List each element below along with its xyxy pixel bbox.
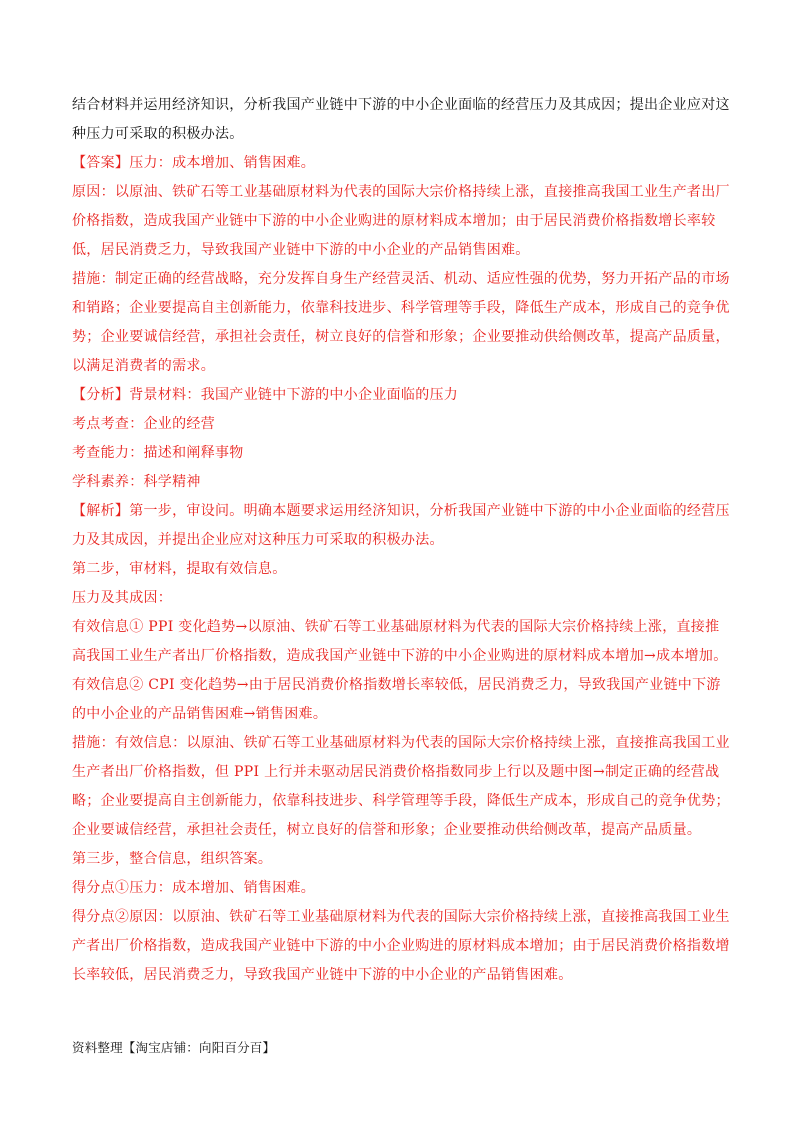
explanation-step3: 第三步，整合信息，组织答案。: [72, 851, 273, 867]
analysis-tag: 【分析】: [72, 387, 130, 403]
analysis-ability: 考查能力：描述和阐释事物: [72, 445, 244, 461]
explanation-score2: 得分点②原因：以原油、铁矿石等工业基础原材料为代表的国际大宗价格持续上涨，直接推高我国工业生产者出厂价格指数，造成我国产业链中下游的中小企业购进的原材料成本增加；由于居民消费价格指数增长率较低，居民消费乏力，导致我国产业链中下游的中小企业的产品销售困难。: [72, 909, 730, 983]
analysis-topic: 考点考查：企业的经营: [72, 416, 215, 432]
explanation-info2: 有效信息② CPI 变化趋势→由于居民消费价格指数增长率较低，居民消费乏力，导致我国产业链中下游的中小企业的产品销售困难→销售困难。: [72, 677, 721, 722]
explanation-step2: 第二步，审材料，提取有效信息。: [72, 561, 287, 577]
explanation-step1: 【解析】第一步，审设问。明确本题要求运用经济知识，分析我国产业链中下游的中小企业面临的经营压力及其成因，并提出企业应对这种压力可采取的积极办法。: [72, 503, 730, 548]
question-text: 结合材料并运用经济知识，分析我国产业链中下游的中小企业面临的经营压力及其成因；提出企业应对这种压力可采取的积极办法。: [72, 97, 730, 142]
explanation-tag: 【解析】: [72, 503, 130, 519]
analysis-literacy: 学科素养：科学精神: [72, 474, 201, 490]
footer-note: 资料整理【淘宝店铺：向阳百分百】: [72, 1040, 276, 1055]
answer-measures: 措施：制定正确的经营战略，充分发挥自身生产经营灵活、机动、适应性强的优势，努力开拓产品的市场和销路；企业要提高自主创新能力，依靠科技进步、科学管理等手段，降低生产成本，形成自己的竞争优势；企业要诚信经营，承担社会责任，树立良好的信誉和形象；企业要推动供给侧改革，提高产品质量，以满足消费者的需求。: [72, 271, 730, 374]
explanation-measures: 措施：有效信息：以原油、铁矿石等工业基础原材料为代表的国际大宗价格持续上涨，直接推高我国工业生产者出厂价格指数，但 PPI 上行并未驱动居民消费价格指数同步上行以及题中图→制定正确的经营战略；企业要提高自主创新能力，依靠科技进步、科学管理等手段，降低生产成本，形成自己的竞争优势；企业要诚信经营，承担社会责任，树立良好的信誉和形象；企业要推动供给侧改革，提高产品质量。: [72, 735, 730, 838]
explanation-score1: 得分点①压力：成本增加、销售困难。: [72, 880, 316, 896]
answer-tag: 【答案】: [72, 155, 130, 171]
explanation-info1: 有效信息① PPI 变化趋势→以原油、铁矿石等工业基础原材料为代表的国际大宗价格持续上涨，直接推高我国工业生产者出厂价格指数，造成我国产业链中下游的中小企业购进的原材料成本增加→成本增加。: [72, 619, 728, 664]
answer-pressure: 【答案】压力：成本增加、销售困难。: [72, 155, 316, 171]
explanation-pressure-heading: 压力及其成因：: [72, 590, 173, 606]
document-body: [72, 91, 732, 990]
analysis-background: 【分析】背景材料：我国产业链中下游的中小企业面临的压力: [72, 387, 459, 403]
answer-cause: 原因：以原油、铁矿石等工业基础原材料为代表的国际大宗价格持续上涨，直接推高我国工业生产者出厂价格指数，造成我国产业链中下游的中小企业购进的原材料成本增加；由于居民消费价格指数增长率较低，居民消费乏力，导致我国产业链中下游的中小企业的产品销售困难。: [72, 184, 730, 258]
